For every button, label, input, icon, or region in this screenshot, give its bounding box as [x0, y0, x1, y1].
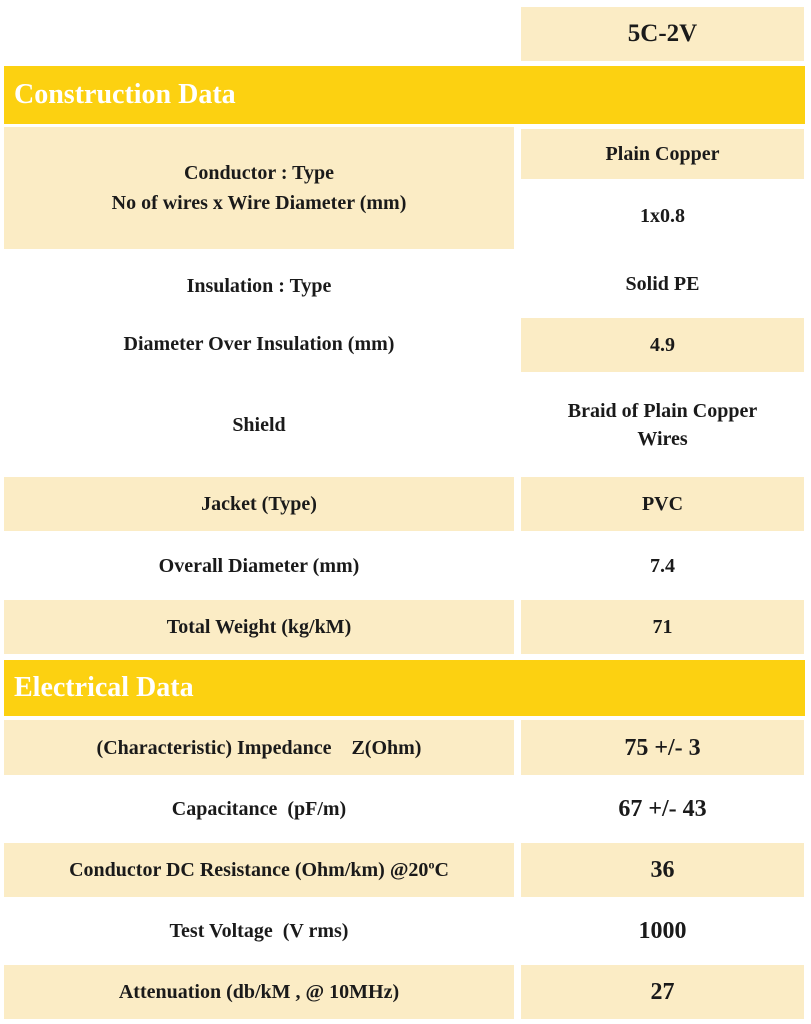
capacitance-value-text: 67 +/- 43: [618, 796, 707, 822]
dc-resistance-value: [521, 843, 804, 897]
total-weight-value-text: 71: [652, 616, 673, 638]
jacket-value: [521, 477, 804, 531]
construction-section-title: Construction Data: [14, 79, 236, 110]
dc-resistance-label-text: [69, 855, 449, 885]
conductor-label: [4, 127, 514, 249]
doi-value: [521, 318, 804, 372]
overall-diameter-label-text: Overall Diameter (mm): [158, 555, 360, 577]
total-weight-label-text: Total Weight (kg/kM): [166, 616, 352, 638]
jacket-value-text: PVC: [641, 493, 684, 515]
insulation-value-text: Solid PE: [625, 273, 700, 295]
attenuation-label-text: Attenuation (db/kM , @ 10MHz): [118, 981, 400, 1003]
impedance-label: [4, 720, 514, 775]
capacitance-label: [4, 781, 514, 837]
model-header: [521, 7, 804, 61]
conductor-type-label: Conductor : Type: [183, 162, 335, 184]
shield-label: [4, 380, 514, 470]
shield-value: [521, 380, 804, 470]
overall-diameter-value: [521, 538, 804, 594]
dc-resistance-label: [4, 843, 514, 897]
dc-resistance-label-main: Conductor DC Resistance (Ohm/km) @20: [69, 859, 429, 881]
jacket-label-text: Jacket (Type): [201, 493, 317, 515]
conductor-type-text: Plain Copper: [605, 143, 720, 165]
attenuation-label: [4, 965, 514, 1019]
impedance-value-text: 75 +/- 3: [624, 734, 701, 761]
insulation-value: [521, 256, 804, 312]
attenuation-value-text: 27: [650, 979, 675, 1005]
shield-value-line-1: Braid of Plain Copper: [567, 400, 758, 422]
doi-label-text: Diameter Over Insulation (mm): [123, 333, 395, 355]
doi-label: [4, 316, 514, 372]
model-name: 5C-2V: [627, 20, 698, 47]
construction-section-band: [4, 66, 805, 124]
total-weight-label: [4, 600, 514, 654]
dc-resistance-label-unit: C: [434, 859, 449, 881]
test-voltage-value-text: 1000: [638, 918, 687, 944]
shield-value-line-2: Wires: [637, 428, 688, 450]
doi-value-text: 4.9: [650, 334, 675, 356]
impedance-label-text: (Characteristic) Impedance Z(Ohm): [96, 736, 422, 759]
insulation-label: [4, 258, 514, 314]
jacket-label: [4, 477, 514, 531]
conductor-type-value: [521, 129, 804, 179]
capacitance-value: [521, 781, 804, 837]
insulation-label-text: Insulation : Type: [186, 275, 332, 297]
conductor-wires-text: 1x0.8: [640, 205, 685, 227]
electrical-section-title: Electrical Data: [14, 672, 194, 703]
capacitance-label-text: Capacitance (pF/m): [171, 798, 347, 820]
shield-label-text: Shield: [232, 414, 286, 436]
dc-resistance-value-text: 36: [650, 857, 675, 883]
impedance-value: [521, 720, 804, 775]
electrical-section-band: [4, 660, 805, 716]
test-voltage-value: [521, 903, 804, 959]
test-voltage-label-text: Test Voltage (V rms): [169, 920, 349, 942]
attenuation-value: [521, 965, 804, 1019]
degree-superscript: o: [428, 857, 435, 872]
conductor-wires-value: [521, 183, 804, 249]
total-weight-value: [521, 600, 804, 654]
overall-diameter-value-text: 7.4: [650, 555, 675, 577]
test-voltage-label: [4, 903, 514, 959]
conductor-wires-label: No of wires x Wire Diameter (mm): [111, 192, 407, 214]
overall-diameter-label: [4, 538, 514, 594]
